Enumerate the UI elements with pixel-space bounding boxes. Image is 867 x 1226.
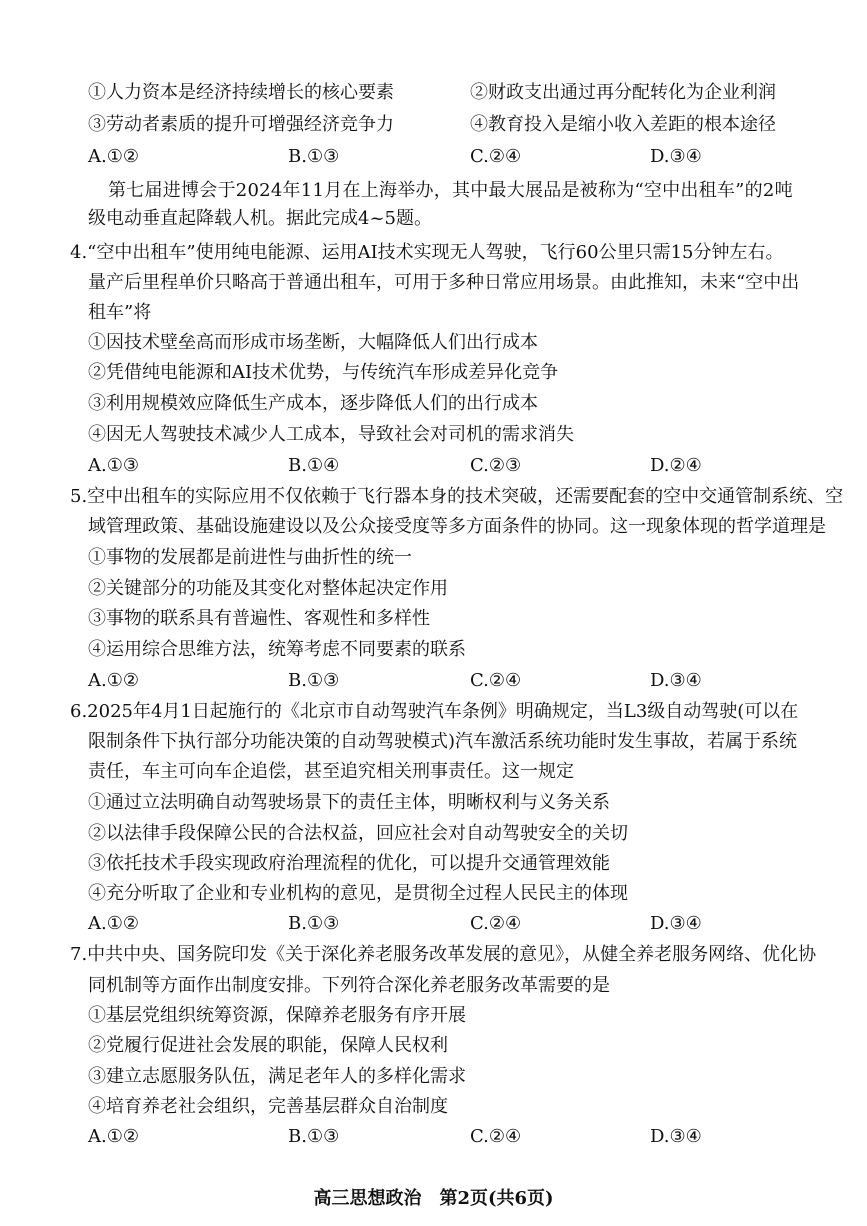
question-4-stem: 量产后里程单价只略高于普通出租车，可用于多种日常应用场景。由此推知，未来“空中出 [88,272,800,293]
statement: ①事物的发展都是前进性与曲折性的统一 [88,547,412,568]
answer-option-a: A.①② [88,146,139,167]
statement: ②凭借纯电能源和AI技术优势，与传统汽车形成差异化竞争 [88,362,559,383]
material-intro: 级电动垂直起降载人机。据此完成4~5题。 [88,208,432,229]
statement: ④培育养老社会组织，完善基层群众自治制度 [88,1096,448,1117]
answer-option-d: D.③④ [650,1126,702,1147]
statement: ③事物的联系具有普遍性、客观性和多样性 [88,608,430,629]
statement: ④教育投入是缩小收入差距的根本途径 [470,114,776,135]
statement: ②关键部分的功能及其变化对整体起决定作用 [88,578,448,599]
answer-option-d: D.②④ [650,455,702,476]
question-7-stem: 7.中共中央、国务院印发《关于深化养老服务改革发展的意见》，从健全养老服务网络、优化协 [70,944,817,965]
statement: ①因技术壁垒高而形成市场垄断，大幅降低人们出行成本 [88,332,538,353]
question-6-stem: 6.2025年4月1日起施行的《北京市自动驾驶汽车条例》明确规定，当L3级自动驾驶(可以在 [70,701,799,722]
statement: ①人力资本是经济持续增长的核心要素 [88,82,394,103]
answer-option-b: B.①③ [288,670,340,691]
material-intro: 第七届进博会于2024年11月在上海举办，其中最大展品是被称为“空中出租车”的2吨 [108,180,793,201]
statement: ①通过立法明确自动驾驶场景下的责任主体，明晰权利与义务关系 [88,792,610,813]
statement: ④充分听取了企业和专业机构的意见，是贯彻全过程人民民主的体现 [88,883,628,904]
answer-option-a: A.①② [88,913,139,934]
statement: ②财政支出通过再分配转化为企业利润 [470,82,776,103]
answer-option-b: B.①③ [288,913,340,934]
answer-option-c: C.②④ [470,146,522,167]
answer-option-c: C.②③ [470,455,522,476]
answer-option-d: D.③④ [650,146,702,167]
statement: ③建立志愿服务队伍，满足老年人的多样化需求 [88,1066,466,1087]
answer-option-b: B.①③ [288,1126,340,1147]
answer-option-c: C.②④ [470,1126,522,1147]
answer-option-a: A.①③ [88,455,139,476]
answer-option-c: C.②④ [470,913,522,934]
statement: ③依托技术手段实现政府治理流程的优化，可以提升交通管理效能 [88,853,610,874]
answer-option-d: D.③④ [650,670,702,691]
question-6-stem: 限制条件下执行部分功能决策的自动驾驶模式)汽车激活系统功能时发生事故，若属于系统 [88,731,798,752]
answer-option-d: D.③④ [650,913,702,934]
page-footer: 高三思想政治 第2页(共6页) [313,1188,554,1209]
statement: ④因无人驾驶技术减少人工成本，导致社会对司机的需求消失 [88,424,574,445]
question-7-stem: 同机制等方面作出制度安排。下列符合深化养老服务改革需要的是 [88,975,610,996]
statement: ③利用规模效应降低生产成本，逐步降低人们的出行成本 [88,393,538,414]
statement: ①基层党组织统筹资源，保障养老服务有序开展 [88,1005,466,1026]
answer-option-a: A.①② [88,1126,139,1147]
question-5-stem: 域管理政策、基础设施建设以及公众接受度等多方面条件的协同。这一现象体现的哲学道理是 [88,516,826,537]
answer-option-a: A.①② [88,670,139,691]
statement: ④运用综合思维方法，统筹考虑不同要素的联系 [88,639,466,660]
answer-option-b: B.①③ [288,146,340,167]
question-4-stem: 4.“空中出租车”使用纯电能源、运用AI技术实现无人驾驶，飞行60公里只需15分钟左右。 [70,242,784,263]
statement: ②以法律手段保障公民的合法权益，回应社会对自动驾驶安全的关切 [88,823,628,844]
statement: ②党履行促进社会发展的职能，保障人民权利 [88,1035,448,1056]
answer-option-b: B.①④ [288,455,340,476]
answer-option-c: C.②④ [470,670,522,691]
question-4-stem: 租车”将 [88,302,152,323]
statement: ③劳动者素质的提升可增强经济竞争力 [88,114,394,135]
question-5-stem: 5.空中出租车的实际应用不仅依赖于飞行器本身的技术突破，还需要配套的空中交通管制系统、空 [70,486,844,507]
question-6-stem: 责任，车主可向车企追偿，甚至追究相关刑事责任。这一规定 [88,761,574,782]
